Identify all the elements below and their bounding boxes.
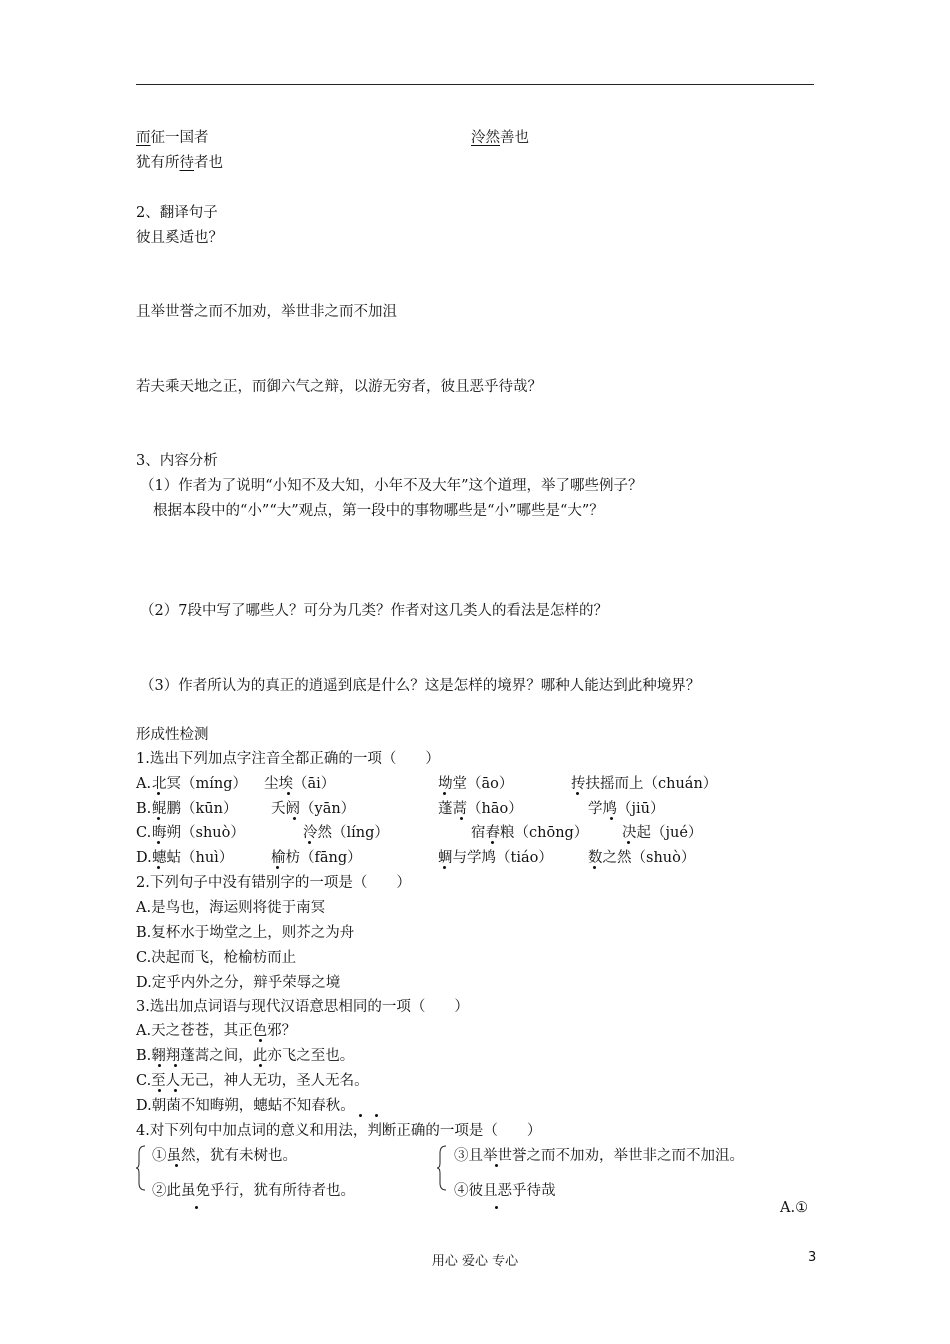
emphasis-dot — [157, 841, 160, 844]
emphasis-dot — [158, 1064, 161, 1067]
header-rule — [136, 84, 814, 85]
test-q1-option-c-4: 决起（jué） — [622, 825, 703, 841]
emphasis-dot — [375, 1114, 378, 1117]
test-q1-option-c-3: 宿舂粮（chōng） — [471, 825, 589, 841]
emphasis-dot — [259, 1039, 262, 1042]
analysis-question-3: （3）作者所认为的真正的逍遥到底是什么？这是怎样的境界？哪种人能达到此种境界？ — [140, 678, 701, 694]
emphasis-dot — [259, 1064, 262, 1067]
test-q1-option-d-4: 数之然（shuò） — [588, 850, 696, 866]
page-number: 3 — [808, 1250, 817, 1265]
emphasis-dot — [627, 841, 630, 844]
test-q2-stem: 2.下列句子中没有错别字的一项是（ ） — [136, 875, 411, 891]
emphasis-dot — [158, 1089, 161, 1092]
emphasis-dot — [495, 1164, 498, 1167]
test-q1-option-d-2: 榆枋（fāng） — [271, 850, 362, 866]
emphasis-dot — [157, 866, 160, 869]
test-q4-stem: 4.对下列句中加点词的意义和用法，判断正确的一项是（ ） — [136, 1123, 542, 1139]
footer-slogan: 用心 爱心 专心 — [431, 1254, 519, 1269]
left-brace — [136, 1145, 146, 1191]
emphasis-dot — [157, 792, 160, 795]
test-q4-sentence-1: ①虽然，犹有未树也。 — [152, 1148, 297, 1164]
test-q3-option-d: D.朝菌不知晦朔，蟪蛄不知春秋。 — [136, 1098, 355, 1114]
emphasis-dot — [174, 1089, 177, 1092]
vocab-underlined-word: 而 — [136, 130, 151, 146]
test-heading: 形成性检测 — [136, 727, 209, 743]
vocab-row1-left — [136, 128, 209, 148]
test-q1-option-c-2: 泠然（líng） — [303, 825, 389, 841]
emphasis-dot — [593, 866, 596, 869]
emphasis-dot — [491, 841, 494, 844]
test-q1-option-a-4: 抟扶摇而上（chuán） — [571, 776, 718, 792]
emphasis-dot — [293, 817, 296, 820]
vocab-underlined-word: 待 — [179, 155, 194, 171]
emphasis-dot — [359, 1114, 362, 1117]
test-q3-option-a: A.天之苍苍，其正色邪？ — [136, 1023, 297, 1039]
translate-sentence-1: 彼且奚适也？ — [136, 230, 223, 246]
vocab-underlined-word: 泠然 — [471, 130, 500, 146]
test-q1-option-a-3: 坳堂（āo） — [438, 776, 514, 792]
test-q1-stem: 1.选出下列加点字注音全都正确的一项（ ） — [136, 751, 440, 767]
test-q1-option-a-2: 尘埃（āi） — [264, 776, 336, 792]
analysis-heading: 3、内容分析 — [136, 453, 218, 469]
test-q1-option-b-1: 鲲鹏（kūn） — [152, 801, 238, 817]
emphasis-dot — [443, 792, 446, 795]
emphasis-dot — [195, 1206, 198, 1209]
test-q1-option-d-3: 蜩与学鸠（tiáo） — [438, 850, 553, 866]
test-q2-option-a: A.是鸟也，海运则将徙于南冥 — [136, 900, 326, 916]
test-q1-option-b-2: 夭阏（yān） — [271, 801, 356, 817]
test-q1-option-d-1: 蟪蛄（huì） — [152, 850, 234, 866]
test-q1-option-c-1: 晦朔（shuò） — [152, 825, 245, 841]
test-q3-option-b: B.翱翔蓬蒿之间，此亦飞之至也。 — [136, 1048, 355, 1064]
test-q4-sentence-3: ③且举世誉之而不加劝，举世非之而不加沮。 — [454, 1148, 744, 1164]
analysis-question-1b: 根据本段中的“小”“大”观点，第一段中的事物哪些是“小”哪些是“大”？ — [153, 503, 604, 519]
test-q4-sentence-4: ④彼且恶乎待哉 — [454, 1183, 556, 1199]
emphasis-dot — [175, 1164, 178, 1167]
translate-sentence-3: 若夫乘天地之正，而御六气之辩，以游无穷者，彼且恶乎待哉？ — [136, 379, 542, 395]
vocab-text: 犹有所 — [136, 155, 180, 171]
emphasis-dot — [460, 817, 463, 820]
test-q2-option-b: B.复杯水于坳堂之上，则芥之为舟 — [136, 925, 355, 941]
test-q1-option-b-label: B. — [136, 801, 152, 817]
emphasis-dot — [174, 1064, 177, 1067]
test-q1-option-b-3: 蓬蒿（hāo） — [438, 801, 523, 817]
vocab-row2 — [136, 153, 223, 173]
test-q1-option-b-4: 学鸠（jiū） — [588, 801, 665, 817]
emphasis-dot — [443, 866, 446, 869]
test-q1-option-a-label: A. — [136, 776, 152, 792]
test-q1-option-d-label: D. — [136, 850, 152, 866]
right-brace — [437, 1145, 447, 1191]
translate-heading: 2、翻译句子 — [136, 205, 218, 221]
vocab-row1-right — [471, 128, 529, 148]
test-q4-answer-option: A.① — [780, 1200, 809, 1216]
test-q2-option-c: C.决起而飞，枪榆枋而止 — [136, 950, 297, 966]
analysis-question-1: （1）作者为了说明“小知不及大知，小年不及大年”这个道理，举了哪些例子？ — [140, 478, 643, 494]
vocab-text: 者也 — [194, 155, 223, 171]
emphasis-dot — [157, 817, 160, 820]
emphasis-dot — [576, 792, 579, 795]
test-q3-stem: 3.选出加点词语与现代汉语意思相同的一项（ ） — [136, 999, 469, 1015]
emphasis-dot — [276, 866, 279, 869]
test-q2-option-d: D.定乎内外之分，辩乎荣辱之境 — [136, 975, 341, 991]
translate-sentence-2: 且举世誉之而不加劝，举世非之而不加沮 — [136, 304, 397, 320]
emphasis-dot — [287, 792, 290, 795]
emphasis-dot — [495, 1206, 498, 1209]
vocab-text: 善也 — [500, 130, 529, 146]
test-q1-option-a-1: 北冥（míng） — [152, 776, 248, 792]
test-q3-option-c: C.至人无己，神人无功，圣人无名。 — [136, 1073, 369, 1089]
emphasis-dot — [308, 841, 311, 844]
vocab-text: 征一国者 — [150, 130, 209, 146]
test-q1-option-c-label: C. — [136, 825, 152, 841]
test-q4-sentence-2: ②此虽免乎行，犹有所待者也。 — [152, 1183, 355, 1199]
emphasis-dot — [610, 817, 613, 820]
analysis-question-2: （2）7段中写了哪些人？可分为几类？作者对这几类人的看法是怎样的？ — [140, 603, 608, 619]
